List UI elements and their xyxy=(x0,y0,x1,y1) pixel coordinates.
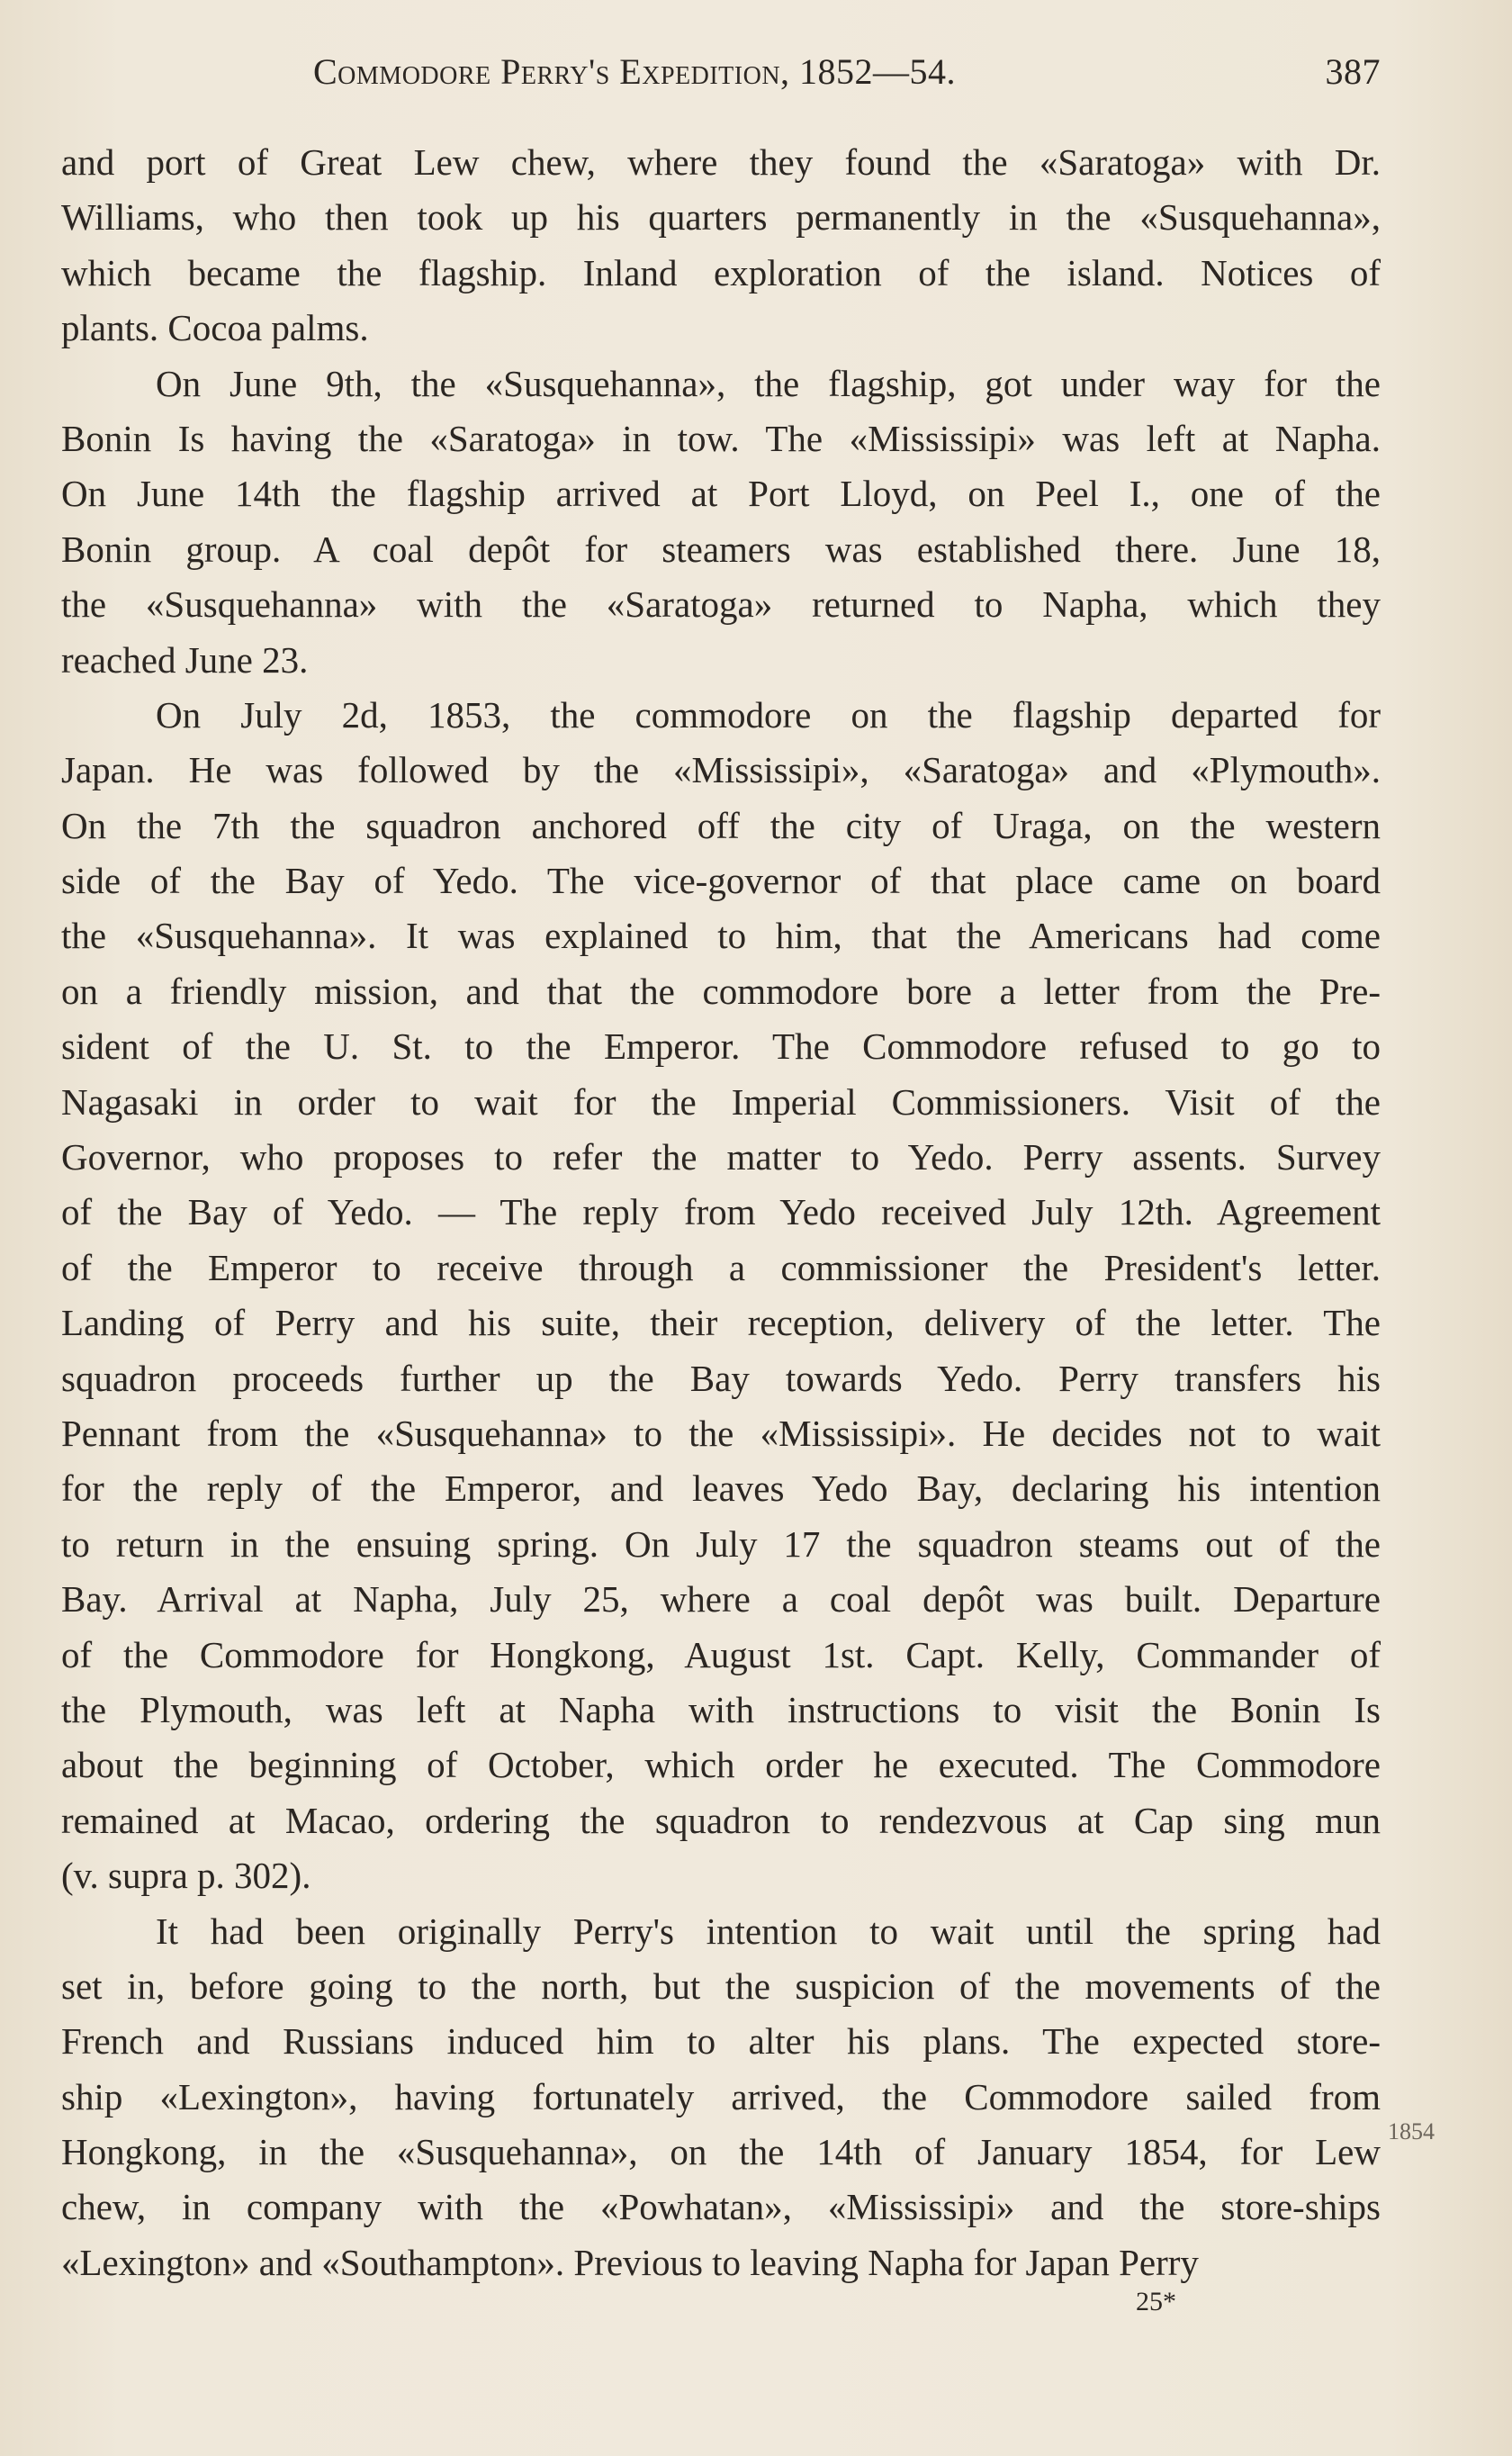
text-line: plants. Cocoa palms. xyxy=(61,307,369,349)
text-line: Bonin Is having the «Saratoga» in tow. The «Mississipi» was left at Napha. xyxy=(61,417,1381,459)
text-line: On the 7th the squadron anchored off the city of Uraga, on the western xyxy=(61,804,1381,846)
text-line: and port of Great Lew chew, where they found the «Saratoga» with Dr. xyxy=(61,141,1381,183)
text-line: the «Susquehanna» with the «Saratoga» returned to Napha, which they xyxy=(61,583,1381,626)
signature-mark: 25* xyxy=(1136,2287,1176,2316)
text-line: on a friendly mission, and that the commodore bore a letter from the Pre- xyxy=(61,970,1381,1012)
text-line: Landing of Perry and his suite, their reception, delivery of the letter. The xyxy=(61,1302,1381,1344)
text-line: the «Susquehanna». It was explained to him, that the Americans had come xyxy=(61,915,1381,957)
text-line: of the Emperor to receive through a commissioner the President's letter. xyxy=(61,1246,1381,1288)
text-line: Japan. He was followed by the «Mississipi», «Saratoga» and «Plymouth». xyxy=(61,749,1381,791)
text-line: which became the flagship. Inland exploration of the island. Notices of xyxy=(61,251,1381,293)
text-line: Williams, who then took up his quarters permanently in the «Susquehanna», xyxy=(61,196,1381,239)
paragraph xyxy=(61,688,1381,1904)
text-line: French and Russians induced him to alter his plans. The expected store- xyxy=(61,2020,1381,2063)
text-line: Bay. Arrival at Napha, July 25, where a coal depôt was built. Departure xyxy=(61,1578,1381,1621)
text-line: Hongkong, in the «Susquehanna», on the 14th of January 1854, for Lew xyxy=(61,2131,1381,2173)
paragraph xyxy=(61,357,1381,688)
text-line: Nagasaki in order to wait for the Imperial Commissioners. Visit of the xyxy=(61,1080,1381,1123)
text-line: ship «Lexington», having fortunately arrived, the Commodore sailed from xyxy=(61,2075,1381,2117)
page-number: 387 xyxy=(1325,51,1381,92)
text-line: Pennant from the «Susquehanna» to the «Mississipi». He decides not to wait xyxy=(61,1412,1381,1454)
text-line: remained at Macao, ordering the squadron to rendezvous at Cap sing mun xyxy=(61,1799,1381,1841)
text-line: side of the Bay of Yedo. The vice-governor of that place came on board xyxy=(61,860,1381,902)
text-line: On June 9th, the «Susquehanna», the flagship, got under way for the xyxy=(156,362,1381,404)
text-line: to return in the ensuing spring. On July 17 the squadron steams out of the xyxy=(61,1522,1381,1565)
text-line: It had been originally Perry's intention to wait until the spring had xyxy=(156,1910,1381,1952)
text-line: of the Bay of Yedo. — The reply from Yedo received July 12th. Agreement xyxy=(61,1191,1381,1233)
text-line: On July 2d, 1853, the commodore on the flagship departed for xyxy=(156,693,1381,736)
text-line: set in, before going to the north, but the suspicion of the movements of the xyxy=(61,1964,1381,2007)
running-head xyxy=(61,43,1381,101)
text-line: «Lexington» and «Southampton». Previous to leaving Napha for Japan Perry xyxy=(61,2241,1199,2283)
body-text xyxy=(61,135,1381,2290)
text-line: squadron proceeds further up the Bay towards Yedo. Perry transfers his xyxy=(61,1357,1381,1399)
text-line: of the Commodore for Hongkong, August 1st. Capt. Kelly, Commander of xyxy=(61,1633,1381,1675)
running-title: Commodore Perry's Expedition, 1852—54. xyxy=(313,51,957,92)
text-line: Governor, who proposes to refer the matter to Yedo. Perry assents. Survey xyxy=(61,1136,1381,1178)
text-line: for the reply of the Emperor, and leaves Yedo Bay, declaring his intention xyxy=(61,1467,1381,1510)
text-line: about the beginning of October, which order he executed. The Commodore xyxy=(61,1744,1381,1786)
text-line: chew, in company with the «Powhatan», «Mississipi» and the store-ships xyxy=(61,2186,1381,2228)
text-line: Bonin group. A coal depôt for steamers was established there. June 18, xyxy=(61,528,1381,570)
margin-year-note: 1854 xyxy=(1388,2118,1435,2144)
text-line: (v. supra p. 302). xyxy=(61,1855,311,1897)
paragraph xyxy=(61,1904,1381,2291)
text-line: reached June 23. xyxy=(61,638,309,681)
text-line: the Plymouth, was left at Napha with instructions to visit the Bonin Is xyxy=(61,1688,1381,1730)
paragraph xyxy=(61,135,1381,357)
text-line: On June 14th the flagship arrived at Port Lloyd, on Peel I., one of the xyxy=(61,473,1381,515)
text-line: sident of the U. St. to the Emperor. The Commodore refused to go to xyxy=(61,1025,1381,1068)
